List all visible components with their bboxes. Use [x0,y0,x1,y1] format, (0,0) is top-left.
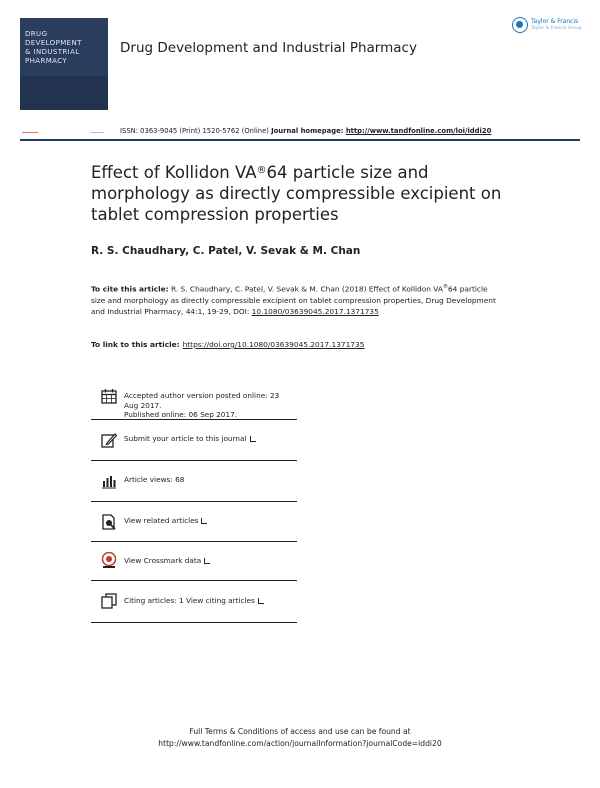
crossmark-link[interactable] [124,556,292,566]
bar-chart-icon [101,473,117,489]
footer-terms: Full Terms & Conditions of access and use can be found at [189,727,411,736]
article-views: Article views: 68 [124,475,185,484]
title-part: Effect of Kollidon VA [91,163,257,182]
footer [0,726,600,749]
issn-line [120,127,491,135]
journal-title: Drug Development and Industrial Pharmacy [120,40,417,56]
homepage-label: Journal homepage: [271,127,346,135]
related-articles-link[interactable] [124,516,292,526]
edit-icon [101,432,117,448]
cite-label: To cite this article: [91,284,169,294]
header-rule [20,139,580,141]
decorative-mark [22,132,38,133]
publisher-logo-sub: Taylor & Francis Group [531,26,582,31]
cover-text: DRUG DEVELOPMENT & INDUSTRIAL PHARMACY [25,30,82,65]
article-doi-link[interactable]: https://doi.org/10.1080/03639045.2017.1371735 [182,340,365,349]
article-title [91,162,511,225]
external-link-icon [204,558,210,564]
title-part: 64 particle size and morphology as directly compressible excipient on tablet compression properties [91,163,502,224]
row-citing[interactable] [91,581,297,623]
citing-articles-link[interactable] [124,596,292,606]
crossmark-icon [101,552,117,568]
link-label: To link to this article: [91,340,180,349]
footer-terms-link[interactable]: http://www.tandfonline.com/action/journalInformation?journalCode=iddi20 [158,738,442,748]
cite-text: R. S. Chaudhary, C. Patel, V. Sevak & M. Chan (2018) Effect of Kollidon VA [168,284,443,294]
journal-homepage-link[interactable]: http://www.tandfonline.com/loi/iddi20 [345,127,492,135]
citing-documents-icon [101,593,117,609]
publisher-logo[interactable] [512,16,587,36]
title-sup: ® [256,165,267,176]
article-authors: R. S. Chaudhary, C. Patel, V. Sevak & M. Chan [91,245,361,257]
dates-text [124,391,292,420]
cite-sup: ® [442,284,448,290]
accepted-date: Accepted author version posted online: 23 Aug 2017. [124,391,280,410]
link-line [91,340,364,349]
crossmark-label: View Crossmark data [124,556,202,565]
publisher-logo-icon [512,17,528,33]
cover-band [20,76,108,110]
document-search-icon [101,514,117,530]
row-submit[interactable] [91,420,297,461]
cite-doi-link[interactable]: 10.1080/03639045.2017.1371735 [251,307,379,317]
submit-label: Submit your article to this journal [124,434,247,443]
cite-text: 64 particle size and morphology as directly compressible excipient on tablet compression properties, Drug Development and Industrial Pharmacy, 44:1, 19-29, DOI: [91,284,496,317]
issn-text: ISSN: 0363-9045 (Print) 1520-5762 (Online) [120,127,272,135]
row-crossmark[interactable] [91,542,297,581]
publisher-logo-name: Taylor & Francis [531,18,579,25]
external-link-icon [250,436,256,442]
row-related[interactable] [91,502,297,542]
citation-block [91,282,501,318]
citing-label: Citing articles: 1 View citing articles [124,596,255,605]
journal-cover-image [20,18,108,110]
calendar-icon [101,388,117,404]
decorative-mark [90,132,104,133]
external-link-icon [258,598,264,604]
row-views [91,461,297,502]
external-link-icon [201,518,207,524]
submit-article-link[interactable] [124,434,292,444]
published-date: Published online: 06 Sep 2017. [124,410,238,419]
article-info-panel [91,382,297,623]
row-dates [91,382,297,420]
related-label: View related articles [124,516,199,525]
